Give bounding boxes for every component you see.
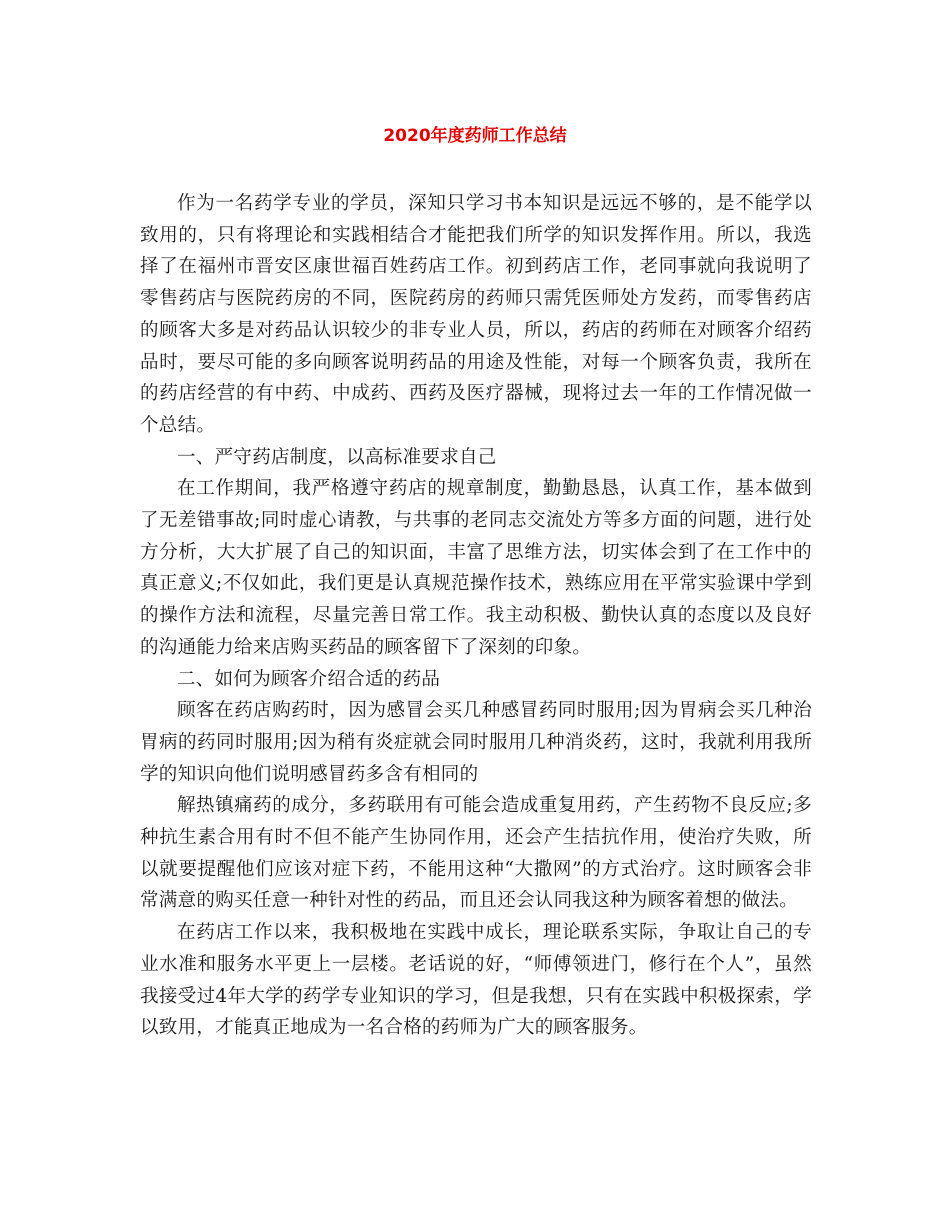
- paragraph-conclusion: 在药店工作以来，我积极地在实践中成长，理论联系实际，争取让自己的专业水准和服务水平更上一层楼。老话说的好，“师傅领进门，修行在个人”，虽然我接受过4年大学的药学专业知识的学习，但是我想，只有在实践中积极探索，学以致用，才能真正地成为一名合格的药师为广大的顾客服务。: [140, 922, 812, 1039]
- paragraph-intro: 作为一名药学专业的学员，深知只学习书本知识是远远不够的，是不能学以致用的，只有将理论和实践相结合才能把我们所学的知识发挥作用。所以，我选择了在福州市晋安区康世福百姓药店工作。初到药店工作，老同事就向我说明了零售药店与医院药房的不同，医院药房的药师只需凭医师处方发药，而零售药店的顾客大多是对药品认识较少的非专业人员，所以，药店的药师在对顾客介绍药品时，要尽可能的多向顾客说明药品的用途及性能，对每一个顾客负责，我所在的药店经营的有中药、中成药、西药及医疗器械，现将过去一年的工作情况做一个总结。: [140, 193, 812, 436]
- paragraph-section-2-part-1: 顾客在药店购药时，因为感冒会买几种感冒药同时服用;因为胃病会买几种治胃病的药同时服用;因为稍有炎症就会同时服用几种消炎药，这时，我就利用我所学的知识向他们说明感冒药多含有相同的: [140, 700, 812, 785]
- document-body: [140, 188, 812, 1044]
- paragraph-section-2-part-2: 解热镇痛药的成分，多药联用有可能会造成重复用药，产生药物不良反应;多种抗生素合用有时不但不能产生协同作用，还会产生拮抗作用，使治疗失败，所以就要提醒他们应该对症下药，不能用这种“大撒网”的方式治疗。这时顾客会非常满意的购买任意一种针对性的药品，而且还会认同我这种为顾客着想的做法。: [140, 795, 812, 912]
- paragraph-section-1: 在工作期间，我严格遵守药店的规章制度，勤勤恳恳，认真工作，基本做到了无差错事故;同时虚心请教，与共事的老同志交流处方等多方面的问题，进行处方分析，大大扩展了自己的知识面，丰富了思维方法，切实体会到了在工作中的真正意义;不仅如此，我们更是认真规范操作技术，熟练应用在平常实验课中学到的操作方法和流程，尽量完善日常工作。我主动积极、勤快认真的态度以及良好的沟通能力给来店购买药品的顾客留下了深刻的印象。: [140, 478, 812, 658]
- document-title: 2020年度药师工作总结: [383, 126, 567, 146]
- section-heading-1: 一、严守药店制度，以高标准要求自己: [177, 446, 497, 468]
- section-heading-2: 二、如何为顾客介绍合适的药品: [177, 668, 441, 690]
